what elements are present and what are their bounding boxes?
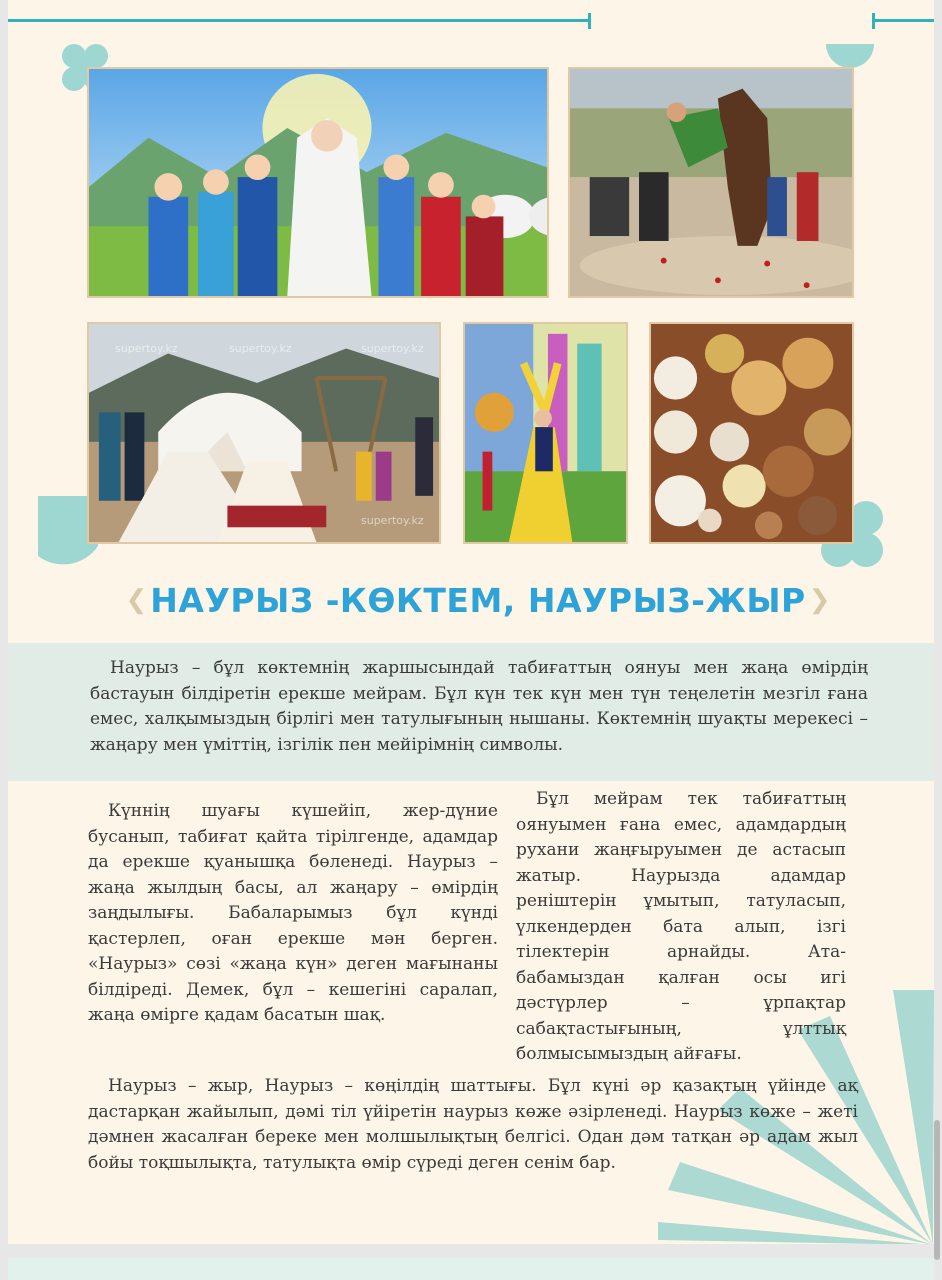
top-rule-right bbox=[872, 19, 934, 22]
left-column-paragraph: Күннің шуағы күшейіп, жер-дүние бусанып, табиғат қайта тірілгенде, адамдар да ерекше қуанышқа бөленеді. Наурыз – жаңа жылдың басы, ал жаңару – өмірдің заңдылығы. Бабаларымыз бұл күнді қастерлеп, оған ерекше мән берген. «Наурыз» сөзі «жаңа күн» деген мағынаны білдіреді. Демек, бұл – кешегіні саралап, жаңа өмірге қадам басатын шақ. bbox=[88, 801, 498, 1025]
photo-celebration bbox=[87, 67, 549, 298]
title-ornament-right: ❯ bbox=[808, 585, 831, 615]
photo-dancer bbox=[463, 322, 628, 544]
photo-watermark: supertoy.kz bbox=[115, 342, 178, 355]
magazine-page bbox=[8, 0, 934, 1244]
scrollbar-thumb[interactable] bbox=[934, 1120, 940, 1260]
page-title: НАУРЫЗ -КӨКТЕМ, НАУРЫЗ-ЖЫР bbox=[150, 580, 806, 620]
closing-paragraph: Наурыз – жыр, Наурыз – көңілдің шаттығы. Бұл күні әр қазақтың үйінде ақ дастарқан жайылып, дәмі тіл үйіретін наурыз көже әзірленеді. Наурыз көже – жеті дәмнен жасалған береке мен молшылықтың белгісі. Одан дәм татқан әр адам жыл бойы тоқшылықта, татулықта өмір сүреді деген сенім бар. bbox=[88, 1076, 858, 1173]
photo-watermark: supertoy.kz bbox=[361, 342, 424, 355]
photo-watermark: supertoy.kz bbox=[229, 342, 292, 355]
photo-horse-game bbox=[568, 67, 854, 298]
photo-yurt-ceremony bbox=[87, 322, 441, 544]
title-ornament-left: ❮ bbox=[125, 585, 148, 615]
next-page-edge bbox=[8, 1258, 934, 1280]
right-column-paragraph: Бұл мейрам тек табиғаттың оянуымен ғана емес, адамдардың рухани жаңғыруымен де астасып жатыр. Наурызда адамдар реніштерін ұмытып, татуласып, үлкендерден бата алып, ізгі тілектерін арнайды. Ата-бабамыздан қалған осы игі дәстүрлер – ұрпақтар сабақтастығының, ұлттық болмысымыздың айғағы. bbox=[516, 789, 846, 1064]
title-block bbox=[125, 572, 831, 628]
intro-paragraph: Наурыз – бұл көктемнің жаршысындай табиғаттың оянуы мен жаңа өмірдің бастауын білдіретін ерекше мейрам. Бұл күн тек күн мен түн теңелетін мезгіл ғана емес, халқымыздың бірлігі мен татулығының нышаны. Көктемнің шуақты мерекесі – жаңару мен үміттің, ізгілік пен мейірімнің символы. bbox=[90, 658, 868, 755]
photo-dastarkhan-food bbox=[649, 322, 854, 544]
top-rule-left bbox=[8, 19, 590, 22]
top-rule-left-cap bbox=[588, 13, 591, 29]
top-rule-right-cap bbox=[872, 13, 875, 29]
photo-watermark: supertoy.kz bbox=[361, 514, 424, 527]
